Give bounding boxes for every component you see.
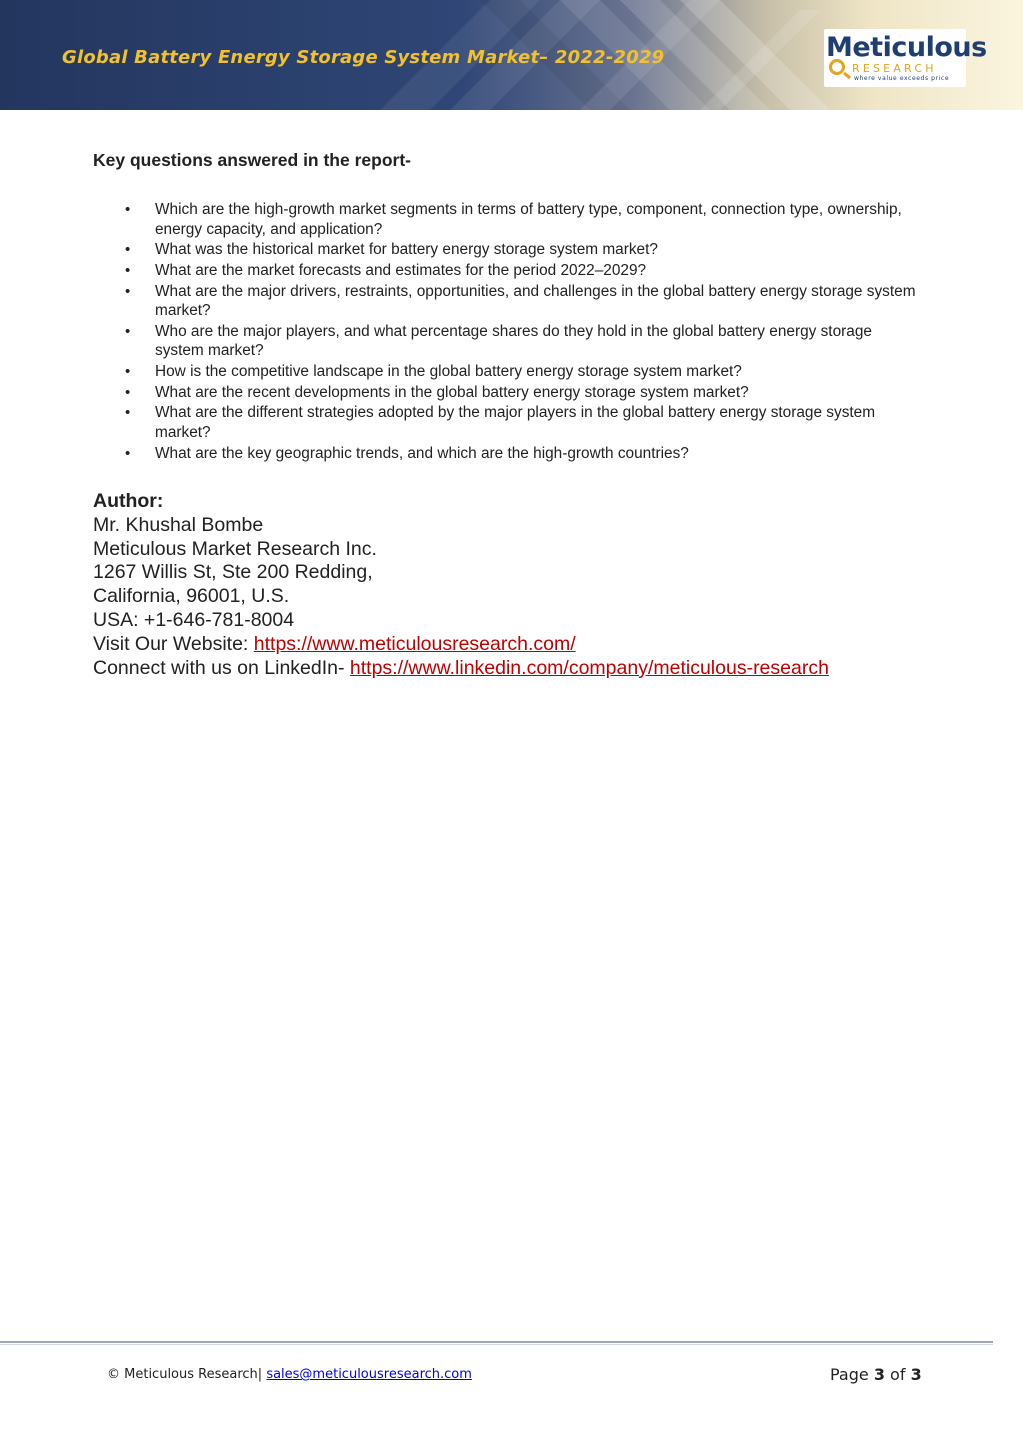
website-link[interactable]: https://www.meticulousresearch.com/ (253, 632, 576, 655)
page-current: 3 (873, 1365, 885, 1384)
meticulous-logo (824, 29, 987, 87)
list-item: • What are the recent developments in the global battery energy storage system market? (93, 383, 923, 403)
report-title: Global Battery Energy Storage System Market– 2022-2029 (62, 47, 665, 68)
author-name: Mr. Khushal Bombe (93, 513, 264, 536)
list-item: • What are the different strategies adopted by the major players in the global battery energy storage system market? (93, 403, 923, 442)
list-item: • What was the historical market for battery energy storage system market? (93, 240, 923, 260)
author-block (93, 490, 829, 680)
linkedin-link[interactable]: https://www.linkedin.com/company/meticulous-research (349, 656, 829, 679)
linkedin-label: Connect with us on LinkedIn- (93, 656, 350, 679)
list-item: • Who are the major players, and what percentage shares do they hold in the global battery energy storage system market? (93, 322, 923, 361)
copyright-text: © Meticulous Research| (107, 1367, 263, 1382)
magnifier-handle (843, 72, 851, 79)
author-address-line1: 1267 Willis St, Ste 200 Redding, (93, 561, 373, 584)
page-of: of (884, 1365, 911, 1384)
website-line (93, 633, 829, 657)
questions-list (93, 200, 923, 464)
email-link[interactable]: sales@meticulousresearch.com (266, 1367, 472, 1382)
list-item: • What are the major drivers, restraints, opportunities, and challenges in the global battery energy storage system market? (93, 282, 923, 321)
page-total: 3 (910, 1365, 922, 1384)
logo-wordmark: Meticulous (826, 32, 987, 63)
website-label: Visit Our Website: (93, 632, 254, 655)
linkedin-line (93, 657, 829, 681)
footer-copyright (107, 1367, 472, 1382)
page-number (830, 1365, 922, 1384)
header-banner (0, 0, 1023, 110)
author-address-line2: California, 96001, U.S. (93, 585, 290, 608)
section-heading: Key questions answered in the report- (93, 150, 411, 170)
logo-subtitle: RESEARCH (852, 62, 937, 75)
logo-tagline: where value exceeds price (854, 75, 950, 82)
footer-divider (0, 1341, 993, 1343)
author-company: Meticulous Market Research Inc. (93, 537, 377, 560)
list-item: • What are the market forecasts and estimates for the period 2022–2029? (93, 261, 923, 281)
author-phone: USA: +1-646-781-8004 (93, 608, 295, 631)
list-item: • How is the competitive landscape in the global battery energy storage system market? (93, 362, 923, 382)
author-heading: Author: (93, 490, 164, 512)
list-item: • Which are the high-growth market segments in terms of battery type, component, connection type, ownership, energy capacity, and application? (93, 200, 923, 239)
page-label: Page (830, 1365, 874, 1384)
list-item: • What are the key geographic trends, and which are the high-growth countries? (93, 444, 923, 464)
footer-divider-secondary (0, 1344, 993, 1345)
